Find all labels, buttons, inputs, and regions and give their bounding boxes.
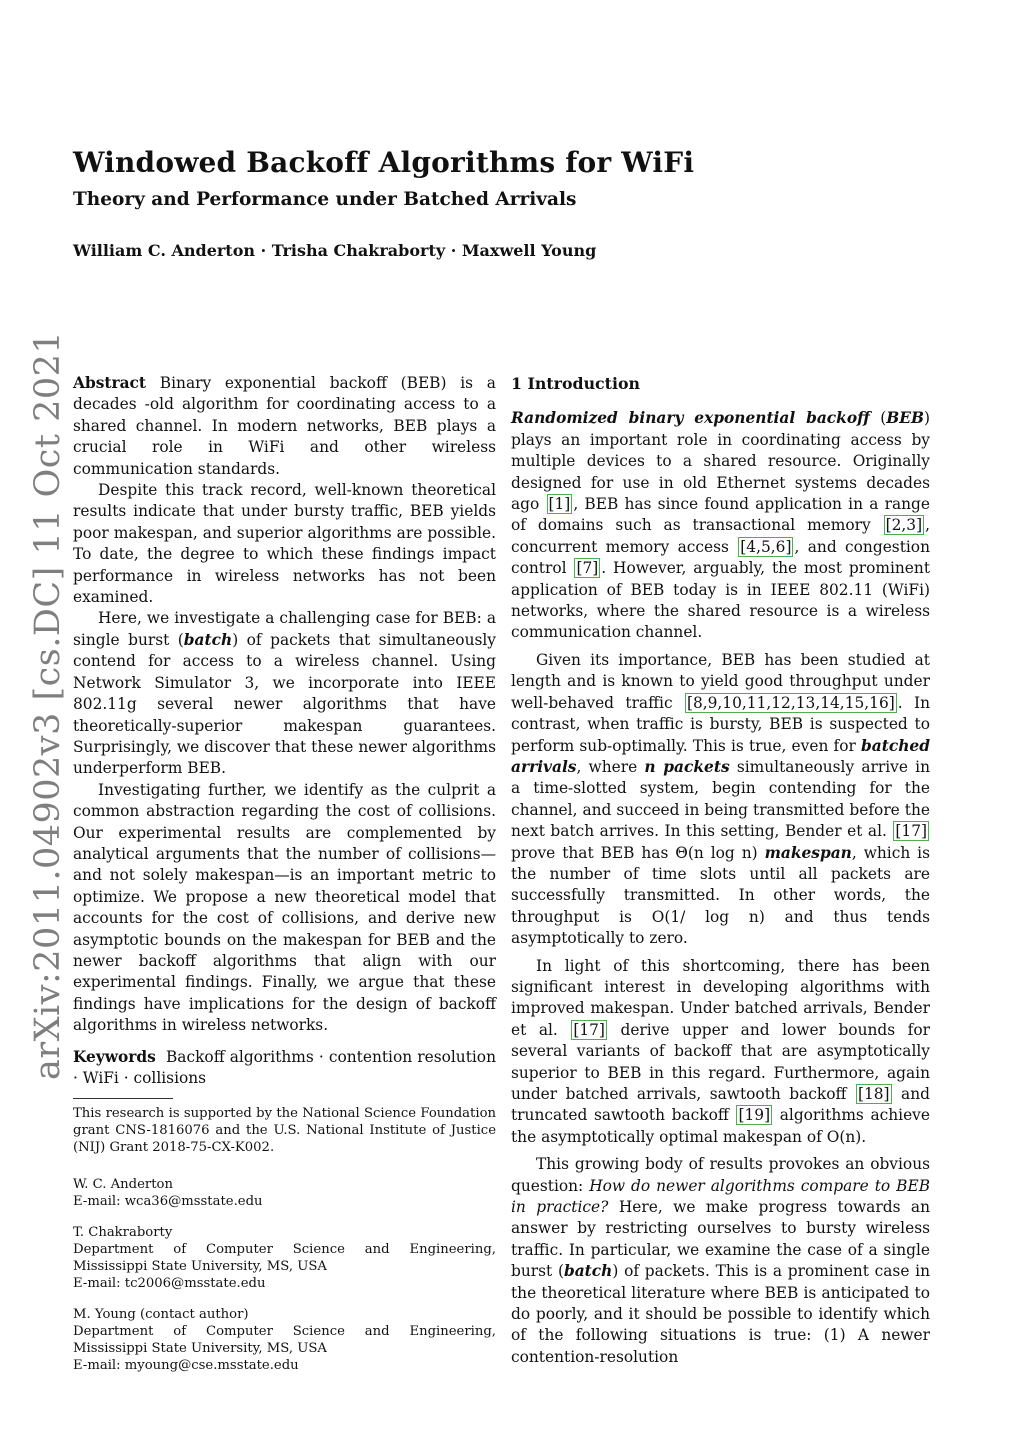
citation-link[interactable]: [7] <box>576 559 599 578</box>
affiliation-name: M. Young (contact author) <box>73 1307 249 1323</box>
intro-text: plays an important role in coordinating access by multiple devices to a shared resource. Originally designed for use in old Ethernet systems decades ago <box>511 430 930 514</box>
citation-link[interactable]: [17] <box>895 822 927 841</box>
citation-link[interactable]: [17] <box>573 1020 605 1039</box>
intro-text: derive upper and lower bounds for several variants of backoff that are asymptotically superior to BEB in this regard. Furthermore, again under batched arrivals, sawtooth backoff <box>511 1020 930 1103</box>
intro-paragraph-1: Randomized binary exponential backoff (BEB) plays an important role in coordinating access by multiple devices to a shared resource. Originally designed for use in old Ethernet systems decades ago [1] , BEB has since found application in a range of domains such as transactional memory [2,3] , concurrent memory access [4,5,6] , and congestion control [7] . However, arguably, the most prominent application of BEB today is in IEEE 802.11 (WiFi) networks, where the shared resource is a wireless communication channel. <box>511 409 931 642</box>
author-list: William C. Anderton · Trisha Chakraborty · Maxwell Young <box>73 241 597 260</box>
batch-term: batch <box>563 1262 613 1281</box>
citation-link[interactable]: [8,9,10,11,12,13,14,15,16] <box>686 693 895 712</box>
affiliation-name: T. Chakraborty <box>73 1225 173 1241</box>
intro-text: . In contrast, when traffic is bursty, BEB is suspected to perform sub-optimally. This is true, even for <box>511 693 931 755</box>
intro-text: simultaneously arrive in a time-slotted system, begin contending for the channel, and succeed in being transmitted before the next batch arrives. In this setting, Bender et al. <box>511 757 930 841</box>
intro-text: , which is the number of time slots until all packets are successfully transmitted. In other words, the throughput is O(1/ log n) and thus tends asymptotically to zero. <box>511 843 930 948</box>
affiliations <box>73 1176 496 1374</box>
batch-term: batch <box>183 630 233 649</box>
footnote-divider <box>73 1098 173 1099</box>
intro-text: Here, we make progress towards an answer by restricting ourselves to bursty wireless traffic. In particular, we examine the case of a single burst ( <box>511 1198 930 1281</box>
intro-text: , where <box>576 757 645 776</box>
affiliation-email: E-mail: wca36@msstate.edu <box>73 1194 263 1210</box>
left-column <box>73 373 496 1374</box>
affiliation-dept: Department of Computer Science and Engineering, Mississippi State University, MS, USA <box>73 1242 496 1275</box>
affiliation-email: E-mail: myoung@cse.msstate.edu <box>73 1358 299 1374</box>
intro-text: and truncated sawtooth backoff <box>511 1085 930 1125</box>
intro-text: , and congestion control <box>511 537 930 578</box>
beb-abbr: BEB <box>886 409 924 428</box>
funding-note: This research is supported by the National Science Foundation grant CNS-1816076 and the U.S. National Institute of Justice (NIJ) Grant 2018-75-CX-K002. <box>73 1106 496 1156</box>
abstract-paragraph-2: Despite this track record, well-known theoretical results indicate that under bursty traffic, BEB yields poor makespan, and superior algorithms are possible. To date, the degree to which these findings impact performance in wireless networks has not been examined. <box>73 481 496 607</box>
abstract-paragraph-3 <box>73 608 496 779</box>
intro-paragraph-2 <box>511 650 930 950</box>
paper-title: Windowed Backoff Algorithms for WiFi <box>73 146 695 179</box>
intro-paragraph-4 <box>511 1154 930 1368</box>
abstract-paragraph-1 <box>73 373 496 480</box>
keywords-label: Keywords <box>73 1047 156 1066</box>
section-heading-introduction: 1 Introduction <box>511 374 640 393</box>
arxiv-stamp: arXiv:2011.04902v3 [cs.DC] 11 Oct 2021 <box>28 330 68 1080</box>
right-column <box>511 373 930 1368</box>
abstract-text-3a: Here, we investigate a challenging case for BEB: a single burst ( <box>73 609 496 649</box>
intro-text: This growing body of results provokes an obvious question: <box>511 1155 930 1195</box>
citation-link[interactable]: [18] <box>857 1085 890 1103</box>
abstract-paragraph-4: Investigating further, we identify as the culprit a common abstraction regarding the cost of collisions. Our experimental results are complemented by analytical arguments that the number of collisions—and not solely makespan—is an important metric to optimize. We propose a new theoretical model that accounts for the cost of collisions, and derive new asymptotic bounds on the makespan for BEB and the newer backoff algorithms that align with our experimental findings. Finally, we argue that these findings have implications for the design of backoff algorithms in wireless networks. <box>73 780 496 1035</box>
abstract-label: Abstract <box>73 374 147 392</box>
makespan-term: makespan <box>764 843 852 862</box>
batched-arrivals-term: batched arrivals <box>511 736 930 776</box>
intro-text: Given its importance, BEB has been studied at length and is known to yield good throughput under well-behaved traffic <box>511 650 930 712</box>
intro-text: prove that BEB has Θ(n log n) <box>511 843 765 862</box>
citation-link[interactable]: [4,5,6] <box>740 537 792 556</box>
intro-text: In light of this shortcoming, there has been significant interest in developing algorithms with improved makespan. Under batched arrivals, Bender et al. <box>511 956 930 1039</box>
citation-link[interactable]: [19] <box>738 1106 771 1125</box>
intro-text: , BEB has since found application in a range of domains such as transactional memory <box>511 495 930 535</box>
research-question: How do newer algorithms compare to BEB in practice? <box>511 1176 931 1217</box>
keywords <box>73 1047 496 1090</box>
intro-text: , concurrent memory access <box>511 516 930 556</box>
paper-subtitle: Theory and Performance under Batched Arrivals <box>73 189 577 210</box>
citation-link[interactable]: [2,3] <box>885 516 923 535</box>
affiliation-dept: Department of Computer Science and Engineering, Mississippi State University, MS, USA <box>73 1324 496 1357</box>
keywords-text: Backoff algorithms · contention resolution · WiFi · collisions <box>73 1047 496 1087</box>
affiliation-email: E-mail: tc2006@msstate.edu <box>73 1276 266 1292</box>
affiliation-anderton <box>73 1176 496 1210</box>
intro-paragraph-3 <box>511 956 930 1149</box>
intro-text: . However, arguably, the most prominent application of BEB today is in IEEE 802.11 (WiFi) networks, where the shared resource is a wireless communication channel. <box>511 559 931 642</box>
intro-text: ) of packets. This is a prominent case in the theoretical literature where BEB is anticipated to do poorly, and it should be possible to identify which of the following situations is true: (1) A newer contention-resolution <box>511 1262 930 1366</box>
citation-link[interactable]: [1] <box>548 495 571 514</box>
intro-text: algorithms achieve the asymptotically optimal makespan of O(n). <box>511 1106 930 1146</box>
abstract-text-3b: ) of packets that simultaneously contend for access to a wireless channel. Using Network Simulator 3, we incorporate into IEEE 802.11g several newer algorithms that have theoretically-superior makespan guarantees. Surprisingly, we discover that these newer algorithms underperform BEB. <box>73 630 497 778</box>
affiliation-young <box>73 1306 496 1374</box>
beb-term: Randomized binary exponential backoff <box>511 409 870 428</box>
abstract-text-1: Binary exponential backoff (BEB) is a decades -old algorithm for coordinating access to a shared channel. In modern networks, BEB plays a crucial role in WiFi and other wireless communication standards. <box>73 374 496 478</box>
affiliation-chakraborty <box>73 1224 496 1292</box>
affiliation-name: W. C. Anderton <box>73 1177 173 1193</box>
n-packets-term: n packets <box>644 757 730 776</box>
